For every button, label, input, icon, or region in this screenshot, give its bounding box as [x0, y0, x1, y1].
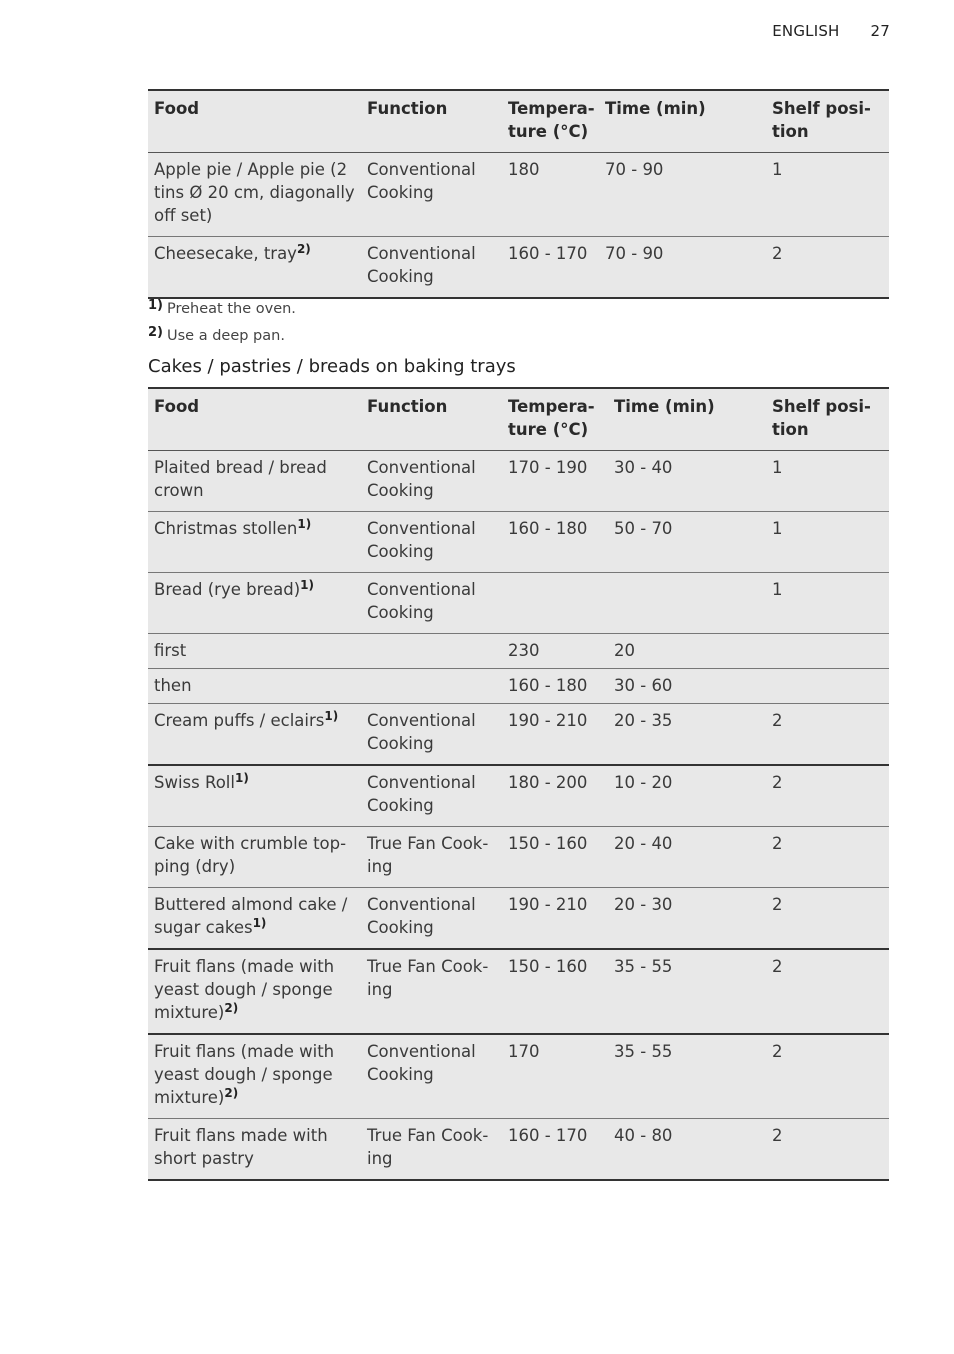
page-number: 27: [870, 22, 890, 40]
shelf-cell: 2: [766, 949, 889, 1034]
table-row: [148, 237, 889, 299]
food-cell: Cheesecake, tray$^{2)}$: [148, 237, 361, 299]
time-cell: 20: [608, 634, 766, 669]
function-cell: Conventional Cooking: [361, 888, 502, 950]
food-cell: Fruit flans (made with yeast dough / sponge mixture)$^{2)}$: [148, 1034, 361, 1119]
function-cell: Conventional Cooking: [361, 765, 502, 827]
food-cell: Swiss Roll$^{1)}$: [148, 765, 361, 827]
time-cell: 10 - 20: [608, 765, 766, 827]
temperature-cell: 150 - 160: [502, 949, 608, 1034]
footnote-marker: 1): [300, 578, 315, 592]
table-2-body: [148, 451, 889, 1181]
baking-table-2: [148, 387, 889, 1181]
table-row: [148, 827, 889, 888]
table-row: [148, 451, 889, 512]
shelf-cell: 2: [766, 1034, 889, 1119]
page-header: [772, 22, 890, 40]
function-cell: Conventional Cooking: [361, 153, 502, 237]
temperature-cell: 160 - 180: [502, 669, 608, 704]
food-cell: Cake with crumble top-ping (dry): [148, 827, 361, 888]
table-1-body: [148, 153, 889, 299]
footnote-text: Preheat the oven.: [167, 301, 296, 317]
time-cell: 70 - 90: [599, 237, 766, 299]
shelf-cell: 1: [766, 573, 889, 634]
table-row: [148, 704, 889, 766]
temperature-cell: 160 - 170: [502, 237, 599, 299]
shelf-cell: [766, 669, 889, 704]
time-cell: 35 - 55: [608, 1034, 766, 1119]
footnotes: [148, 292, 889, 346]
table-row: [148, 153, 889, 237]
function-cell: Conventional Cooking: [361, 237, 502, 299]
column-header-shelf: Shelf posi- tion: [766, 388, 889, 451]
shelf-cell: 2: [766, 827, 889, 888]
time-cell: 40 - 80: [608, 1119, 766, 1181]
time-cell: 30 - 40: [608, 451, 766, 512]
time-cell: 30 - 60: [608, 669, 766, 704]
function-cell: Conventional Cooking: [361, 573, 502, 634]
table-row: [148, 573, 889, 634]
footnote: [148, 319, 889, 346]
food-cell: then: [148, 669, 361, 704]
time-cell: 20 - 40: [608, 827, 766, 888]
table-row: [148, 512, 889, 573]
temperature-cell: 230: [502, 634, 608, 669]
shelf-cell: 2: [766, 888, 889, 950]
table-header-row: [148, 388, 889, 451]
temperature-cell: 180 - 200: [502, 765, 608, 827]
column-header-time: Time (min): [599, 90, 766, 153]
food-cell: Christmas stollen$^{1)}$: [148, 512, 361, 573]
column-header-temperature: Tempera- ture (°C): [502, 90, 599, 153]
column-header-food: Food: [148, 90, 361, 153]
footnote-marker: 1): [234, 771, 249, 785]
food-cell: Apple pie / Apple pie (2 tins Ø 20 cm, diagonally off set): [148, 153, 361, 237]
baking-table-1: [148, 89, 889, 299]
temperature-cell: 160 - 180: [502, 512, 608, 573]
section-title: Cakes / pastries / breads on baking trays: [148, 356, 516, 377]
temperature-cell: 160 - 170: [502, 1119, 608, 1181]
footnote-marker: 1): [324, 709, 339, 723]
footnote-number: 1): [148, 298, 163, 313]
footnote-marker: 2): [224, 1086, 239, 1100]
footnote-marker: 1): [252, 916, 267, 930]
language-label: ENGLISH: [772, 22, 840, 40]
temperature-cell: [502, 573, 608, 634]
shelf-cell: 2: [766, 237, 889, 299]
shelf-cell: 1: [766, 153, 889, 237]
time-cell: 50 - 70: [608, 512, 766, 573]
temperature-cell: 190 - 210: [502, 888, 608, 950]
function-cell: Conventional Cooking: [361, 704, 502, 766]
function-cell: Conventional Cooking: [361, 1034, 502, 1119]
temperature-cell: 180: [502, 153, 599, 237]
footnote-number: 2): [148, 325, 163, 340]
food-cell: Fruit flans (made with yeast dough / sponge mixture)$^{2)}$: [148, 949, 361, 1034]
function-cell: [361, 669, 502, 704]
column-header-shelf: Shelf posi- tion: [766, 90, 889, 153]
food-cell: Plaited bread / bread crown: [148, 451, 361, 512]
temperature-cell: 190 - 210: [502, 704, 608, 766]
temperature-cell: 170: [502, 1034, 608, 1119]
footnote: [148, 292, 889, 319]
food-cell: Bread (rye bread)$^{1)}$: [148, 573, 361, 634]
table-row: [148, 634, 889, 669]
function-cell: True Fan Cook-ing: [361, 1119, 502, 1181]
column-header-temperature: Tempera- ture (°C): [502, 388, 608, 451]
shelf-cell: 1: [766, 451, 889, 512]
shelf-cell: [766, 634, 889, 669]
function-cell: Conventional Cooking: [361, 512, 502, 573]
column-header-time: Time (min): [608, 388, 766, 451]
shelf-cell: 1: [766, 512, 889, 573]
table-row: [148, 1119, 889, 1181]
footnote-text: Use a deep pan.: [167, 328, 285, 344]
footnote-marker: 2): [224, 1001, 239, 1015]
function-cell: True Fan Cook-ing: [361, 949, 502, 1034]
time-cell: 20 - 35: [608, 704, 766, 766]
food-cell: first: [148, 634, 361, 669]
food-cell: Cream puffs / eclairs$^{1)}$: [148, 704, 361, 766]
food-cell: Fruit flans made with short pastry: [148, 1119, 361, 1181]
function-cell: True Fan Cook-ing: [361, 827, 502, 888]
table-row: [148, 669, 889, 704]
time-cell: 20 - 30: [608, 888, 766, 950]
footnote-marker: 1): [297, 517, 312, 531]
time-cell: 70 - 90: [599, 153, 766, 237]
table-header-row: [148, 90, 889, 153]
column-header-function: Function: [361, 388, 502, 451]
temperature-cell: 170 - 190: [502, 451, 608, 512]
table-row: [148, 1034, 889, 1119]
time-cell: [608, 573, 766, 634]
food-cell: Buttered almond cake / sugar cakes$^{1)}$: [148, 888, 361, 950]
footnote-marker: 2): [296, 242, 311, 256]
shelf-cell: 2: [766, 1119, 889, 1181]
temperature-cell: 150 - 160: [502, 827, 608, 888]
column-header-function: Function: [361, 90, 502, 153]
function-cell: [361, 634, 502, 669]
function-cell: Conventional Cooking: [361, 451, 502, 512]
table-row: [148, 888, 889, 950]
column-header-food: Food: [148, 388, 361, 451]
time-cell: 35 - 55: [608, 949, 766, 1034]
table-row: [148, 949, 889, 1034]
shelf-cell: 2: [766, 765, 889, 827]
table-row: [148, 765, 889, 827]
shelf-cell: 2: [766, 704, 889, 766]
